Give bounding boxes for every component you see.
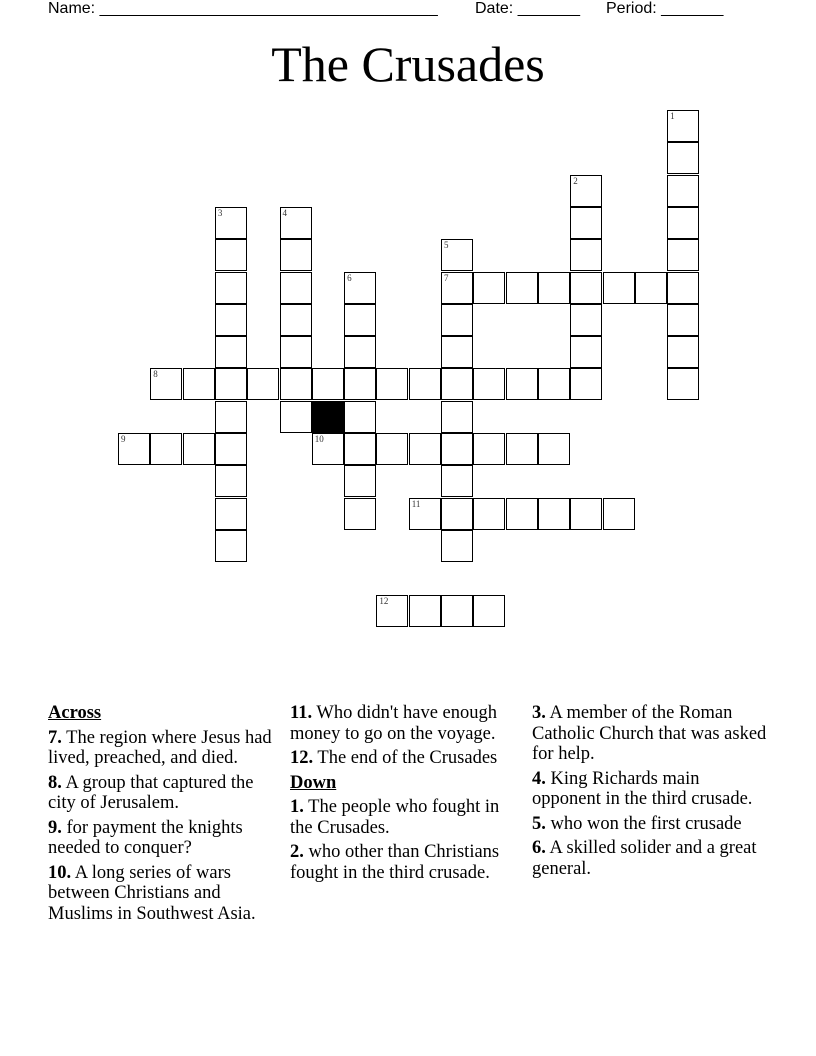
grid-cell[interactable] [280, 207, 312, 239]
grid-cell[interactable] [344, 272, 376, 304]
clue-across-9 [48, 818, 284, 859]
grid-cell[interactable] [441, 465, 473, 497]
cell-number: 12 [379, 595, 389, 606]
grid-cell[interactable] [344, 304, 376, 336]
grid-cell[interactable] [280, 368, 312, 400]
grid-cell[interactable] [409, 433, 441, 465]
date-field[interactable]: Date: _______ [475, 0, 580, 17]
clue-text: for payment the knights needed to conquer? [48, 817, 243, 858]
grid-cell[interactable] [441, 239, 473, 271]
clue-across-10 [48, 863, 284, 925]
clue-number: 2. [290, 842, 304, 862]
clue-text: A long series of wars between Christians and Muslims in Southwest Asia. [48, 862, 256, 924]
clues-column-3 [532, 703, 768, 883]
across-heading: Across [48, 703, 102, 723]
clue-across-7 [48, 728, 284, 769]
grid-cell[interactable] [441, 336, 473, 368]
clue-number: 5. [532, 813, 546, 834]
clue-number: 8. [48, 772, 62, 793]
grid-cell[interactable] [150, 368, 182, 400]
grid-cell[interactable] [215, 433, 247, 465]
grid-cell[interactable] [376, 595, 408, 627]
grid-cell[interactable] [215, 207, 247, 239]
clue-number: 10. [48, 862, 72, 883]
grid-cell[interactable] [183, 368, 215, 400]
grid-cell[interactable] [473, 433, 505, 465]
grid-cell[interactable] [441, 272, 473, 304]
cell-number: 5 [444, 240, 449, 251]
clue-text: A skilled solider and a great general. [532, 838, 757, 879]
grid-cell[interactable] [441, 304, 473, 336]
grid-cell[interactable] [570, 175, 602, 207]
grid-cell[interactable] [344, 433, 376, 465]
grid-cell[interactable] [473, 368, 505, 400]
grid-cell[interactable] [280, 239, 312, 271]
grid-cell[interactable] [538, 433, 570, 465]
grid-cell[interactable] [570, 239, 602, 271]
grid-cell[interactable] [280, 336, 312, 368]
grid-cell[interactable] [441, 530, 473, 562]
grid-cell[interactable] [312, 433, 344, 465]
grid-cell[interactable] [215, 368, 247, 400]
clue-text: Who didn't have enough money to go on the voyage. [290, 703, 497, 744]
grid-cell[interactable] [570, 368, 602, 400]
grid-cell[interactable] [667, 207, 699, 239]
grid-cell[interactable] [150, 433, 182, 465]
grid-cell[interactable] [215, 530, 247, 562]
cell-number: 11 [411, 498, 421, 509]
cell-number: 10 [314, 434, 324, 444]
grid-cell[interactable] [570, 336, 602, 368]
clue-text: The people who fought in the Crusades. [290, 797, 500, 838]
grid-cell[interactable] [473, 595, 505, 627]
clue-text: who won the first crusade [550, 813, 742, 834]
period-field[interactable]: Period: _______ [606, 0, 724, 17]
grid-cell[interactable] [118, 433, 150, 465]
grid-cell[interactable] [538, 272, 570, 304]
grid-cell[interactable] [441, 595, 473, 627]
clues-column-1 [48, 703, 284, 928]
clue-down-4 [532, 769, 768, 810]
grid-cell[interactable] [441, 401, 473, 433]
clue-text: who other than Christians fought in the third crusade. [290, 842, 500, 883]
cell-number: 4 [282, 207, 287, 218]
grid-cell[interactable] [280, 272, 312, 304]
grid-cell[interactable] [667, 304, 699, 336]
grid-cell[interactable] [635, 272, 667, 304]
cell-number: 1 [670, 111, 675, 121]
cell-number: 9 [121, 434, 126, 444]
blocked-cell [312, 401, 344, 433]
clue-text: A member of the Roman Catholic Church that was asked for help. [532, 703, 767, 764]
grid-cell[interactable] [441, 498, 473, 530]
grid-cell[interactable] [667, 368, 699, 400]
grid-cell[interactable] [603, 272, 635, 304]
clue-number: 1. [290, 797, 304, 817]
clue-down-1 [290, 797, 526, 838]
name-field[interactable]: Name: ______________________________________ [48, 0, 438, 17]
grid-cell[interactable] [667, 272, 699, 304]
grid-cell[interactable] [570, 272, 602, 304]
grid-cell[interactable] [344, 498, 376, 530]
clue-number: 12. [290, 748, 314, 768]
grid-cell[interactable] [506, 498, 538, 530]
grid-cell[interactable] [215, 465, 247, 497]
clue-number: 6. [532, 838, 546, 858]
grid-cell[interactable] [344, 465, 376, 497]
clue-down-3 [532, 703, 768, 765]
grid-cell[interactable] [344, 336, 376, 368]
grid-cell[interactable] [667, 239, 699, 271]
grid-cell[interactable] [409, 368, 441, 400]
grid-cell[interactable] [344, 368, 376, 400]
clue-text: King Richards main opponent in the third crusade. [532, 768, 753, 809]
grid-cell[interactable] [506, 272, 538, 304]
clue-down-5 [532, 814, 768, 835]
grid-cell[interactable] [570, 304, 602, 336]
clue-across-11 [290, 703, 526, 744]
grid-cell[interactable] [441, 368, 473, 400]
grid-cell[interactable] [667, 175, 699, 207]
grid-cell[interactable] [344, 401, 376, 433]
clue-down-2 [290, 842, 526, 883]
grid-cell[interactable] [506, 433, 538, 465]
grid-cell[interactable] [376, 433, 408, 465]
cell-number: 2 [573, 175, 578, 186]
grid-cell[interactable] [473, 498, 505, 530]
clue-text: A group that captured the city of Jerusalem. [48, 772, 254, 813]
grid-cell[interactable] [409, 595, 441, 627]
grid-cell[interactable] [183, 433, 215, 465]
down-heading: Down [290, 772, 337, 793]
clue-across-12 [290, 748, 526, 769]
cell-number: 6 [347, 272, 352, 283]
grid-cell[interactable] [409, 498, 441, 530]
grid-cell[interactable] [376, 368, 408, 400]
grid-cell[interactable] [215, 498, 247, 530]
grid-cell[interactable] [570, 207, 602, 239]
clue-number: 7. [48, 727, 62, 748]
clue-number: 4. [532, 768, 546, 789]
grid-cell[interactable] [215, 401, 247, 433]
cell-number: 3 [217, 207, 223, 218]
grid-cell[interactable] [473, 272, 505, 304]
grid-cell[interactable] [538, 498, 570, 530]
grid-cell[interactable] [603, 498, 635, 530]
grid-cell[interactable] [247, 368, 279, 400]
grid-cell[interactable] [215, 304, 247, 336]
grid-cell[interactable] [667, 142, 699, 174]
clue-across-8 [48, 773, 284, 814]
grid-cell[interactable] [280, 401, 312, 433]
grid-cell[interactable] [667, 336, 699, 368]
grid-cell[interactable] [215, 239, 247, 271]
cell-number: 7 [444, 272, 449, 283]
grid-cell[interactable] [215, 336, 247, 368]
clue-text: The region where Jesus had lived, preached, and died. [48, 727, 272, 768]
puzzle-title: The Crusades [271, 36, 545, 92]
clue-number: 11. [290, 703, 313, 723]
clue-number: 9. [48, 817, 62, 838]
grid-cell[interactable] [312, 368, 344, 400]
clues-column-2 [290, 703, 526, 887]
grid-cell[interactable] [506, 368, 538, 400]
grid-cell[interactable] [441, 433, 473, 465]
grid-cell[interactable] [667, 110, 699, 142]
clue-text: The end of the Crusades [317, 748, 498, 768]
cell-number: 8 [153, 369, 158, 380]
grid-cell[interactable] [538, 368, 570, 400]
grid-cell[interactable] [215, 272, 247, 304]
clue-number: 3. [532, 703, 546, 723]
grid-cell[interactable] [570, 498, 602, 530]
clue-down-6 [532, 838, 768, 879]
grid-cell[interactable] [280, 304, 312, 336]
